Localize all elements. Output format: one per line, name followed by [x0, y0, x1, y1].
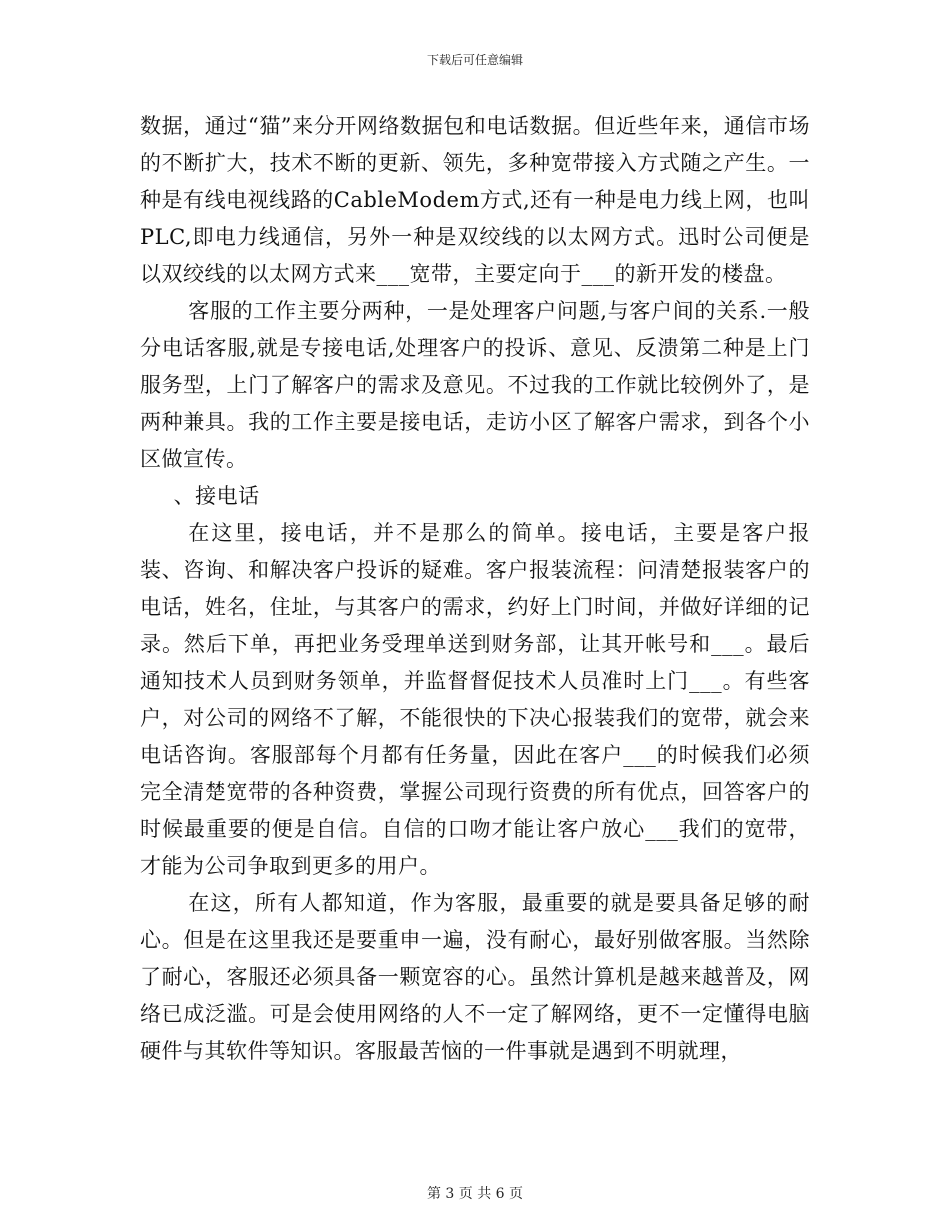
- paragraph-customer-service-types: 客服的工作主要分两种，一是处理客户问题,与客户间的关系.一般分电话客服,就是专接电话,处理客户的投诉、意见、反溃第二种是上门服务型，上门了解客户的需求及意见。不过我的工作就比较例外了，是两种兼具。我的工作主要是接电话，走访小区了解客户需求，到各个小区做宣传。: [140, 299, 810, 471]
- section-heading-phone: 、接电话: [173, 484, 260, 508]
- paragraph-broadband-access: 数据，通过“猫”来分开网络数据包和电话数据。但近些年来，通信市场的不断扩大，技术不断的更新、领先，多种宽带接入方式随之产生。一种是有线电视线路的CableModem方式,还有一种是电力线上网，也叫PLC,即电力线通信，另外一种是双绞线的以太网方式。迅时公司便是以双绞线的以太网方式来___宽带，主要定向于___的新开发的楼盘。: [140, 114, 810, 286]
- page-footer: 第 3 页 共 6 页: [426, 1186, 524, 1202]
- paragraph-patience: 在这，所有人都知道，作为客服，最重要的就是要具备足够的耐心。但是在这里我还是要重申一遍，没有耐心，最好别做客服。当然除了耐心，客服还必须具备一颗宽容的心。虽然计算机是越来越普及，网络已成泛滥。可是会使用网络的人不一定了解网络，更不一定懂得电脑硬件与其软件等知识。客服最苦恼的一件事就是遇到不明就理，: [140, 891, 810, 1063]
- page-header: 下载后可任意编辑: [426, 53, 523, 67]
- document-body: [140, 108, 810, 1070]
- paragraph-answering-phone: 在这里，接电话，并不是那么的简单。接电话，主要是客户报装、咨询、和解决客户投诉的疑难。客户报装流程：问清楚报装客户的电话，姓名，住址，与其客户的需求，约好上门时间，并做好详细的记录。然后下单，再把业务受理单送到财务部，让其开帐号和___。最后通知技术人员到财务领单，并监督督促技术人员准时上门___。有些客户，对公司的网络不了解，不能很快的下决心报装我们的宽带，就会来电话咨询。客服部每个月都有任务量，因此在客户___的时候我们必须完全清楚宽带的各种资费，掌握公司现行资费的所有优点，回答客户的时候最重要的便是自信。自信的口吻才能让客户放心___我们的宽带，才能为公司争取到更多的用户。: [140, 521, 810, 878]
